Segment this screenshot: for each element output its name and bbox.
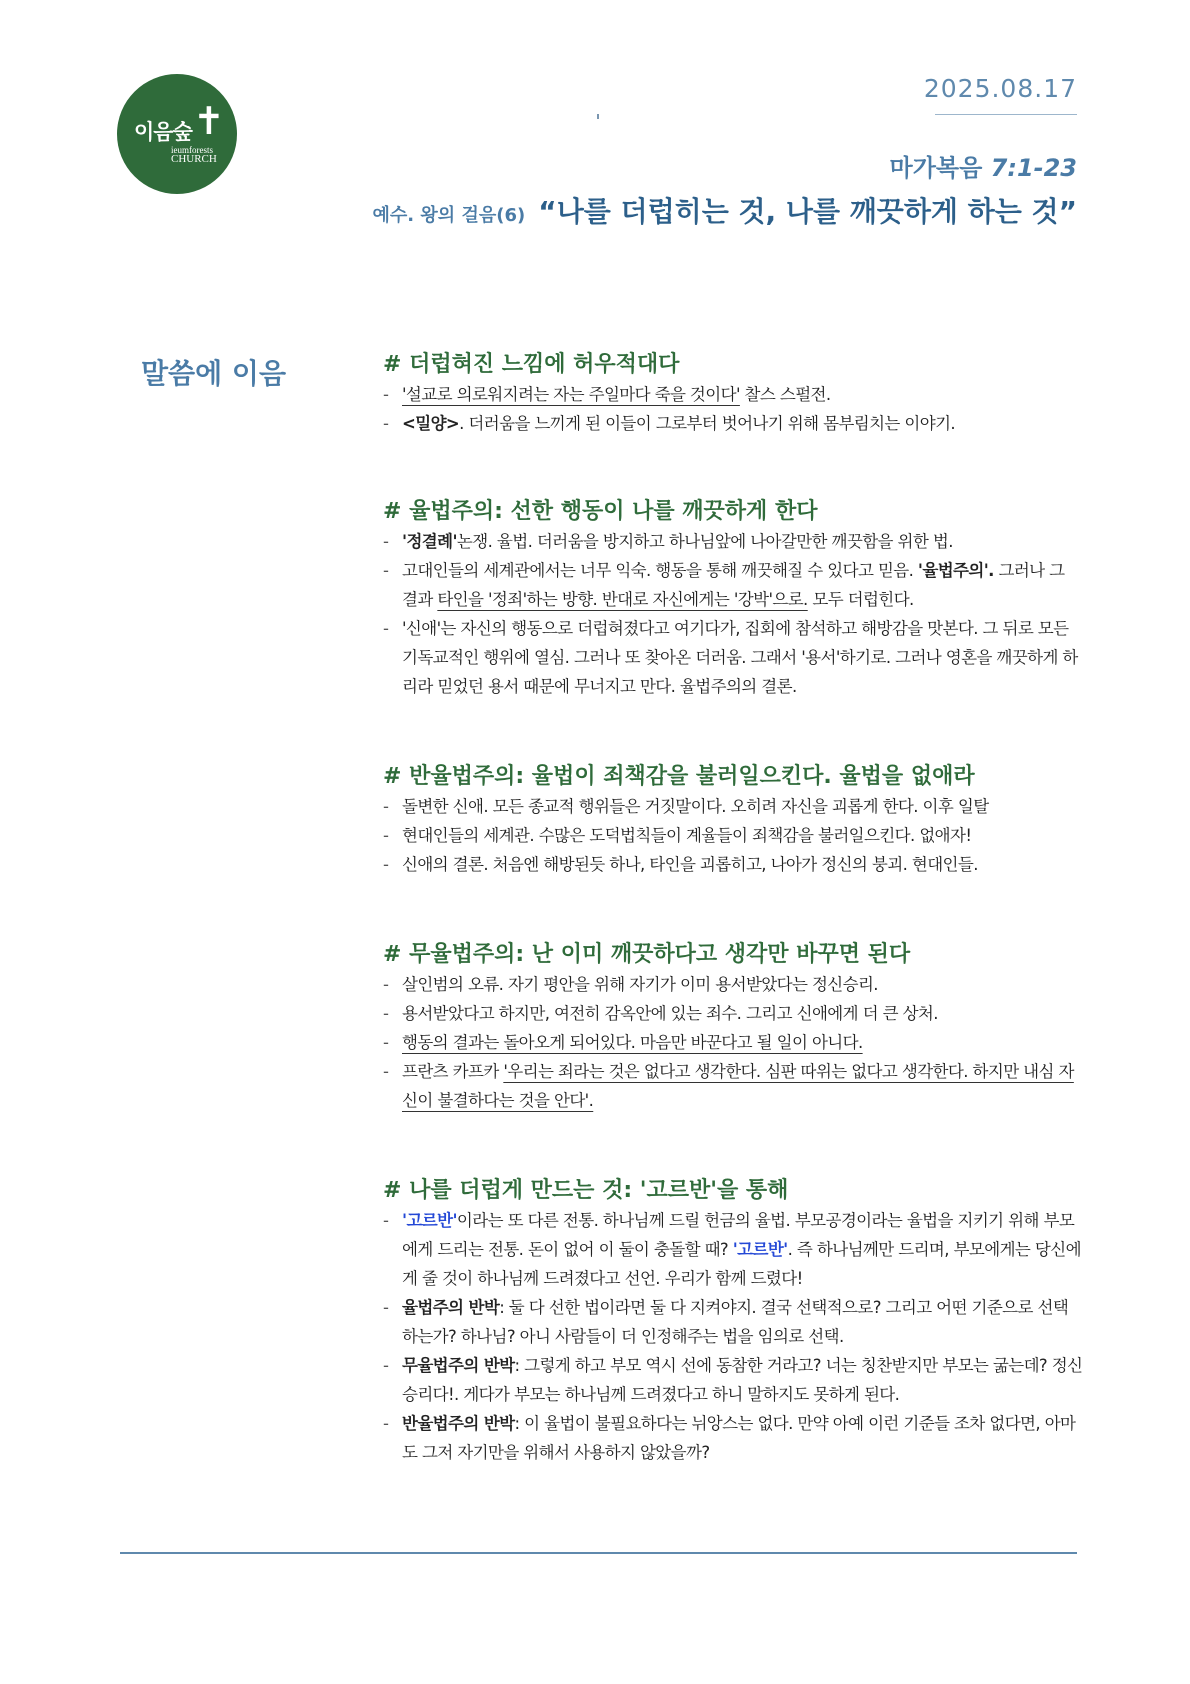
date-divider <box>935 114 1077 115</box>
footer-divider <box>120 1552 1077 1554</box>
bold-term: '율법주의'. <box>917 561 994 580</box>
bold-term: 반율법주의 반박 <box>402 1414 515 1433</box>
bold-term: 무율법주의 반박 <box>402 1356 515 1375</box>
bullet-item <box>383 614 1083 701</box>
bullet-item <box>383 1028 1083 1057</box>
underlined-text: 타인을 '정죄'하는 방향. 반대로 자신에게는 '강박'으로. <box>437 590 808 609</box>
sermon-title: “나를 더럽히는 것, 나를 깨끗하게 하는 것” <box>538 195 1077 228</box>
bullet-item <box>383 792 1083 821</box>
scripture-reference <box>890 148 1077 183</box>
outline-section <box>383 1176 1083 1467</box>
bold-term: 율법주의 반박 <box>402 1298 500 1317</box>
bullet-item <box>383 850 1083 879</box>
section-heading: # 나를 더럽게 만드는 것: '고르반'을 통해 <box>383 1178 789 1203</box>
bullet-text: . 더러움을 느끼게 된 이들이 그로부터 벗어나기 위해 몸부림치는 이야기. <box>459 414 956 433</box>
section-heading: # 율법주의: 선한 행동이 나를 깨끗하게 한다 <box>383 499 818 524</box>
bullet-item <box>383 1057 1083 1115</box>
bullet-item <box>383 1206 1083 1293</box>
underlined-text: '설교로 의로워지려는 자는 주일마다 죽을 것이다' <box>402 385 740 404</box>
section-heading: # 반율법주의: 율법이 죄책감을 불러일으킨다. 율법을 없애라 <box>383 764 975 789</box>
logo-church-text: CHURCH <box>171 153 217 165</box>
highlight-term: '고르반' <box>402 1211 457 1230</box>
bullet-text: 신애의 결론. 처음엔 해방된듯 하나, 타인을 괴롭히고, 나아가 정신의 붕괴. 현대인들. <box>402 855 978 874</box>
series-label: 예수. 왕의 걸음(6) <box>372 205 526 226</box>
bullet-text: 프란츠 카프카 <box>402 1062 504 1081</box>
underlined-text: 행동의 결과는 돌아오게 되어있다. 마음만 바꾼다고 될 일이 아니다. <box>402 1033 863 1052</box>
highlight-term: '고르반' <box>732 1240 788 1259</box>
bullet-item <box>383 527 1083 556</box>
bullet-item <box>383 1351 1083 1409</box>
bullet-item <box>383 409 1083 438</box>
cross-icon: ✝ <box>193 99 225 143</box>
bullet-text: . 즉 하나님께만 드리며, 부모에게는 당신에게 줄 것이 하나님께 드려졌다고 선언. 우리가 함께 드렸다! <box>402 1240 1081 1288</box>
bullet-text: 이라는 또 다른 전통. 하나님께 드릴 헌금의 율법. 부모공경이라는 율법을 지키기 위해 부모에게 드리는 전통. 돈이 없어 이 둘이 충돌할 때? <box>402 1211 1075 1259</box>
section-heading: # 더럽혀진 느낌에 허우적대다 <box>383 352 680 377</box>
scripture-verses: 7:1-23 <box>990 154 1077 182</box>
scripture-book: 마가복음 <box>889 154 983 182</box>
decorative-dot <box>597 114 599 119</box>
bullet-text: 모두 더럽힌다. <box>807 590 914 609</box>
bullet-item <box>383 1293 1083 1351</box>
bullet-item <box>383 556 1083 614</box>
section-heading: # 무율법주의: 난 이미 깨끗하다고 생각만 바꾸면 된다 <box>383 942 911 967</box>
outline-section <box>383 762 1083 879</box>
section-side-label: 말씀에 이음 <box>141 357 286 390</box>
bullet-item <box>383 1409 1083 1467</box>
bullet-text: 현대인들의 세계관. 수많은 도덕법칙들이 계율들이 죄책감을 불러일으킨다. 없애자! <box>402 826 972 845</box>
bullet-text: : 그렇게 하고 부모 역시 선에 동참한 거라고? 너는 칭찬받지만 부모는 굶는데? 정신승리다!. 게다가 부모는 하나님께 드려졌다고 하니 말하지도 못하게 된다. <box>402 1356 1083 1404</box>
bullet-text: : 둘 다 선한 법이라면 둘 다 지켜야지. 결국 선택적으로? 그리고 어떤 기준으로 선택하는가? 하나님? 아니 사람들이 더 인정해주는 법을 임의로 선택. <box>402 1298 1069 1346</box>
bullet-item <box>383 999 1083 1028</box>
bullet-text: 논쟁. 율법. 더러움을 방지하고 하나님앞에 나아갈만한 깨끗함을 위한 법. <box>456 532 953 551</box>
bullet-item <box>383 970 1083 999</box>
date: 2025.08.17 <box>923 74 1077 103</box>
bullet-text: '신애'는 자신의 행동으로 더럽혀졌다고 여기다가, 집회에 참석하고 해방감을 맛본다. 그 뒤로 모든 기독교적인 행위에 열심. 그러나 또 찾아온 더러움. 그래서 '용서'하기로. 그러나 영혼을 깨끗하게 하리라 믿었던 용서 때문에 무너지고 만다. 율법주의의 결론. <box>402 619 1078 696</box>
bullet-text: 돌변한 신애. 모든 종교적 행위들은 거짓말이다. 오히려 자신을 괴롭게 한다. 이후 일탈 <box>402 797 989 816</box>
church-logo <box>117 74 237 194</box>
logo-text: 이음숲 <box>134 120 192 144</box>
bullet-text: 고대인들의 세계관에서는 너무 익숙. 행동을 통해 깨끗해질 수 있다고 믿음. <box>402 561 918 580</box>
bullet-text: : 이 율법이 불필요하다는 뉘앙스는 없다. 만약 아예 이런 기준들 조차 없다면, 아마도 그저 자기만을 위해서 사용하지 않았을까? <box>402 1414 1076 1462</box>
bullet-text: 용서받았다고 하지만, 여전히 감옥안에 있는 죄수. 그리고 신애에게 더 큰 상처. <box>402 1004 938 1023</box>
bullet-text: 그러나 그 결과 <box>402 561 1065 609</box>
outline-section <box>383 497 1083 701</box>
bullet-text: 살인범의 오류. 자기 평안을 위해 자기가 이미 용서받았다는 정신승리. <box>402 975 878 994</box>
outline-section <box>383 940 1083 1115</box>
bullet-text: 찰스 스펄전. <box>739 385 831 404</box>
sermon-title-row <box>373 190 1077 230</box>
outline-section <box>383 350 1083 438</box>
bold-term: <밀양> <box>402 414 460 433</box>
logo-subtext: ieumforests <box>171 145 213 155</box>
underlined-text: '우리는 죄라는 것은 없다고 생각한다. 심판 따위는 없다고 생각한다. 하지만 내심 자신이 불결하다는 것을 안다'. <box>402 1062 1074 1110</box>
bullet-item <box>383 380 1083 409</box>
bold-term: '정결례' <box>402 532 457 551</box>
bullet-item <box>383 821 1083 850</box>
